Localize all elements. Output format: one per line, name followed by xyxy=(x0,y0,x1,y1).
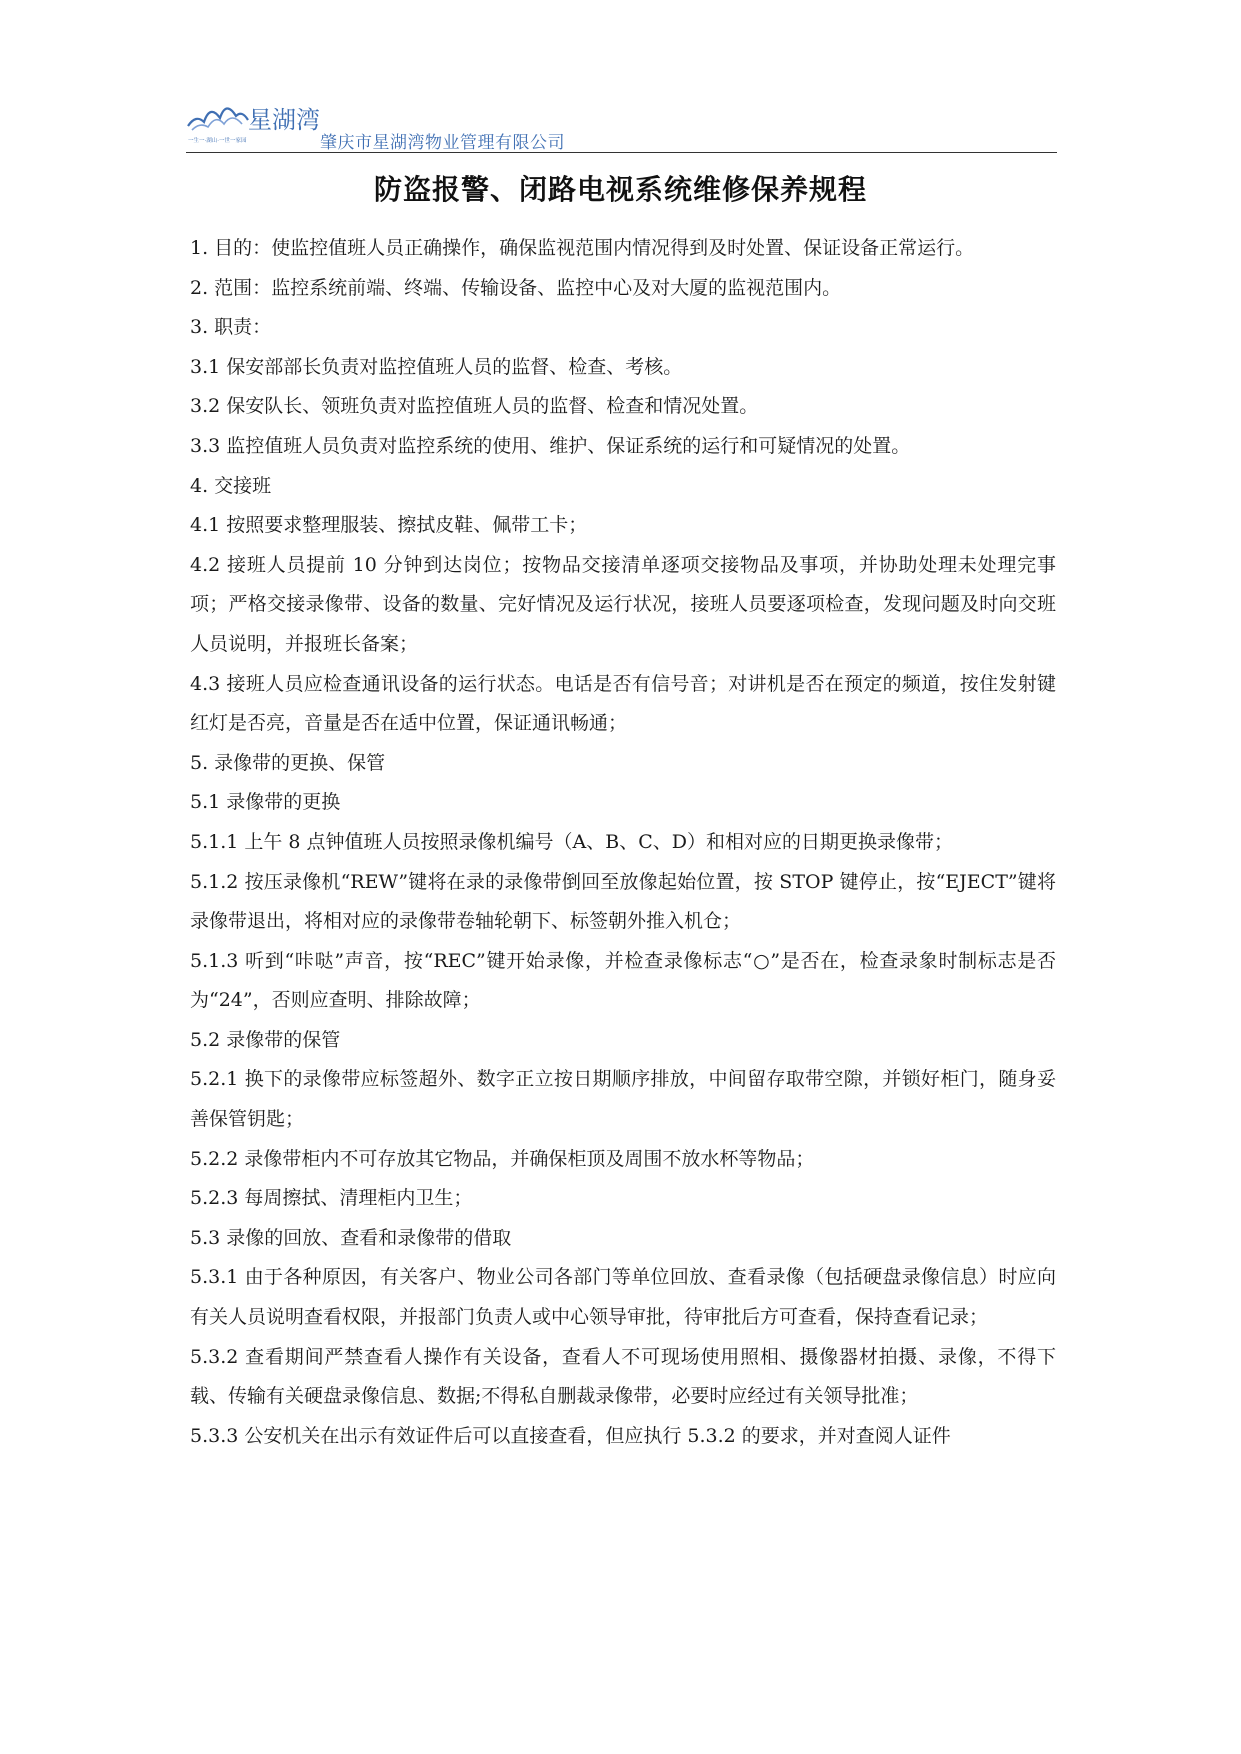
paragraph: 3. 职责： xyxy=(190,316,272,339)
paragraph: 4.1 按照要求整理服装、擦拭皮鞋、佩带工卡； xyxy=(190,514,588,537)
paragraph: 5.3.1 由于各种原因，有关客户、物业公司各部门等单位回放、查看录像（包括硬盘录像信息）时应向有关人员说明查看权限，并报部门负责人或中心领导审批，待审批后方可查看，保持查看记录； xyxy=(190,1266,1056,1329)
logo-tagline: 一生一·湖山·一世一家园 xyxy=(188,138,247,144)
paragraph: 5. 录像带的更换、保管 xyxy=(190,751,386,774)
paragraph: 5.2.1 换下的录像带应标签超外、数字正立按日期顺序排放，中间留存取带空隙，并锁好柜门，随身妥善保管钥匙； xyxy=(190,1068,1056,1131)
paragraph: 5.3.2 查看期间严禁查看人操作有关设备，查看人不可现场使用照相、摄像器材拍摄、录像，不得下载、传输有关硬盘录像信息、数据;不得私自删裁录像带，必要时应经过有关领导批准； xyxy=(190,1345,1056,1408)
header-divider xyxy=(186,152,1057,153)
paragraph: 5.3 录像的回放、查看和录像带的借取 xyxy=(190,1226,512,1249)
paragraph: 5.2 录像带的保管 xyxy=(190,1028,341,1051)
paragraph: 5.1.3 听到“咔哒”声音，按“REC”键开始录像，并检查录像标志“○”是否在，检查录象时制标志是否为“24”，否则应查明、排除故障； xyxy=(190,949,1056,1012)
paragraph: 5.3.3 公安机关在出示有效证件后可以直接查看，但应执行 5.3.2 的要求，并对查阅人证件 xyxy=(190,1424,951,1447)
paragraph: 4.3 接班人员应检查通讯设备的运行状态。电话是否有信号音；对讲机是否在预定的频道，按住发射键红灯是否亮，音量是否在适中位置，保证通讯畅通； xyxy=(190,672,1056,735)
paragraph: 1. 目的：使监控值班人员正确操作，确保监视范围内情况得到及时处置、保证设备正常运行。 xyxy=(190,237,975,259)
company-name: 肇庆市星湖湾物业管理有限公司 xyxy=(320,133,565,153)
company-logo xyxy=(186,92,321,148)
paragraph: 5.2.2 录像带柜内不可存放其它物品，并确保柜顶及周围不放水杯等物品； xyxy=(190,1147,815,1170)
paragraph: 3.2 保安队长、领班负责对监控值班人员的监督、检查和情况处置。 xyxy=(190,395,759,418)
paragraph: 3.3 监控值班人员负责对监控系统的使用、维护、保证系统的运行和可疑情况的处置。 xyxy=(190,434,911,457)
paragraph: 5.2.3 每周擦拭、清理柜内卫生； xyxy=(190,1187,473,1210)
paragraph: 4.2 接班人员提前 10 分钟到达岗位；按物品交接清单逐项交接物品及事项，并协助处理未处理完事项；严格交接录像带、设备的数量、完好情况及运行状况，接班人员要逐项检查，发现问题及时向交班人员说明，并报班长备案； xyxy=(190,553,1056,655)
paragraph: 5.1.2 按压录像机“REW”键将在录的录像带倒回至放像起始位置，按 STOP 键停止，按“EJECT”键将录像带退出，将相对应的录像带卷轴轮朝下、标签朝外推入机仓； xyxy=(190,870,1056,933)
paragraph: 3.1 保安部部长负责对监控值班人员的监督、检查、考核。 xyxy=(190,355,683,378)
mountain-logo-icon xyxy=(186,92,321,148)
paragraph: 4. 交接班 xyxy=(190,474,272,497)
paragraph: 5.1 录像带的更换 xyxy=(190,791,341,814)
logo-text: 星湖湾 xyxy=(248,106,320,134)
document-body xyxy=(190,229,1056,1456)
page-header xyxy=(186,88,1056,153)
document-title: 防盗报警、闭路电视系统维修保养规程 xyxy=(373,173,867,206)
paragraph: 5.1.1 上午 8 点钟值班人员按照录像机编号（A、B、C、D）和相对应的日期更换录像带； xyxy=(190,830,954,853)
paragraph: 2. 范围：监控系统前端、终端、传输设备、监控中心及对大厦的监视范围内。 xyxy=(190,276,842,299)
